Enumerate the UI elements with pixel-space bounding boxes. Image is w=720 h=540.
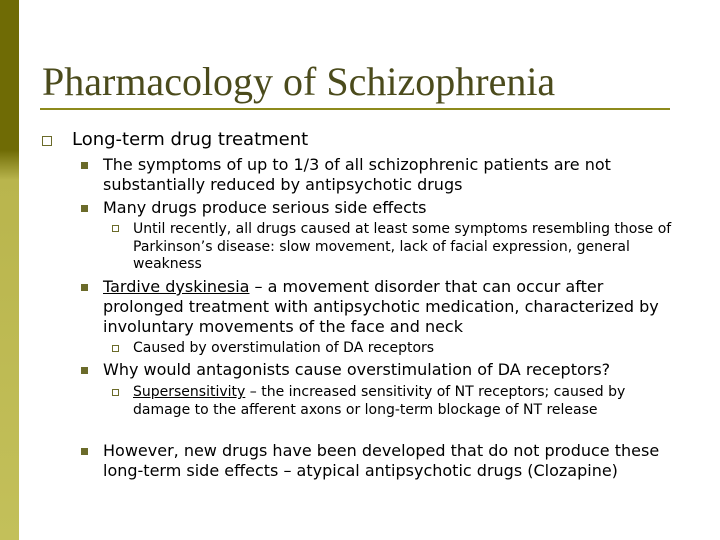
bullet-text [133,384,681,419]
hollow-square-bullet-icon [42,136,52,146]
filled-square-bullet-icon [81,162,88,169]
definition-text: – a movement disorder that can occur after prolonged treatment with antipsychotic medication, characterized by involuntary movements of the face and neck [103,277,659,336]
definition-text: – the increased sensitivity of NT receptors; caused by damage to the afferent axons or long-term blockage of NT release [133,384,626,418]
term-supersensitivity: Supersensitivity [133,384,246,400]
filled-square-bullet-icon [81,205,88,212]
bullet-text: Long-term drug treatment [72,129,309,150]
bullet-text: However, new drugs have been developed that do not produce these long-term side effects – atypical antipsychotic drugs (Clozapine) [103,441,660,480]
bullet-text: Many drugs produce serious side effects [103,198,427,217]
hollow-square-bullet-icon [112,225,119,232]
bullet-text: The symptoms of up to 1/3 of all schizophrenic patients are not substantially reduced by antipsychotic drugs [103,155,611,194]
bullet-text: Caused by overstimulation of DA receptors [133,340,435,356]
term-tardive-dyskinesia: Tardive dyskinesia [103,277,250,296]
hollow-square-bullet-icon [112,389,119,396]
filled-square-bullet-icon [81,367,88,374]
title-underline-rule [40,108,670,110]
slide-title: Pharmacology of Schizophrenia [42,59,556,104]
filled-square-bullet-icon [81,284,88,291]
hollow-square-bullet-icon [112,345,119,352]
bullet-text: Why would antagonists cause overstimulation of DA receptors? [103,360,611,379]
sidebar-accent-bar [0,0,19,540]
bullet-text [103,277,688,337]
filled-square-bullet-icon [81,448,88,455]
bullet-text: Until recently, all drugs caused at least some symptoms resembling those of Parkinson’s disease: slow movement, lack of facial expression, general weakness [133,221,672,272]
